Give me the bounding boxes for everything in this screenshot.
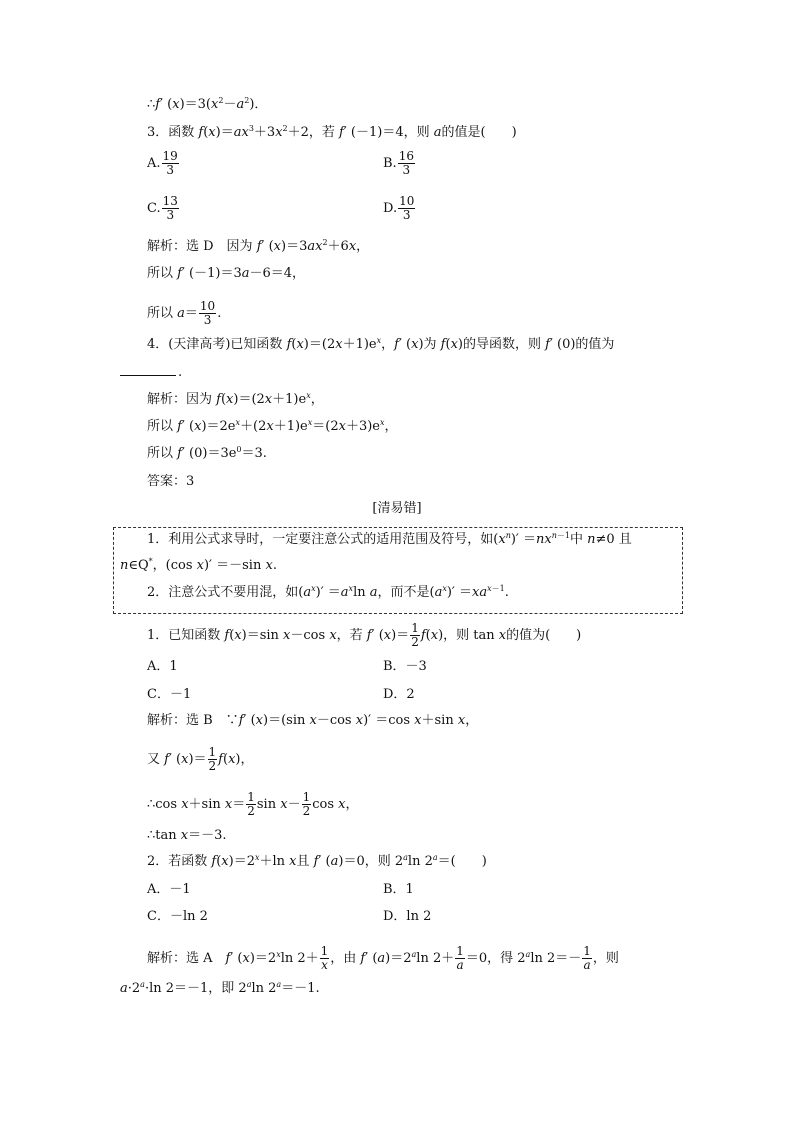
p1-solution-line-1: 解析：选 B ∵f′ (x)＝(sin x－cos x)′ ＝cos x＋sin x， <box>147 713 479 728</box>
p1-option-d: D．2 <box>383 687 415 702</box>
p1-solution-line-2: 又 f′ (x)＝ $\frac{1}{2}$ f(x)， <box>147 745 254 773</box>
q4-solution-line-1: 解析：因为 $f(x)=(2x+1)e^x$， <box>147 391 324 407</box>
p1-solution-line-3: ∴cos x＋sin x＝ $\frac{1}{2}$ sin x－ $\frac{1}{2}$ cos x， <box>147 790 359 818</box>
q4-answer: 答案：3 <box>147 474 195 489</box>
section-title: [清易错] <box>372 501 422 516</box>
problem-1: 1．已知函数 f(x)＝sin x－cos x，若 f′ (x)＝ $\frac{1}{2}$ f(x)，则 tan x的值为( ) <box>147 621 582 649</box>
q3-solution-line-1: 解析：选 D 因为 f′ $(x)=3ax^2+6x$， <box>147 238 370 254</box>
tip-2: 2．注意公式不要用混，如$(a^x)' =a^x\ln$ a，而不是$(a^x)' =xa^{x-1}$. <box>147 584 509 600</box>
p2-option-a: A．－1 <box>147 882 191 897</box>
q3-solution-line-3: 所以 a＝ $\frac{10}{3}$ . <box>147 299 222 327</box>
problem-2: 2．若函数 $f(x)=2^x+\ln$ x且 f′ (a)＝0，则 2$^a$ln $2^a=$( ) <box>147 853 487 869</box>
option-c: C. $\frac{13}{3}$ <box>147 194 178 222</box>
p1-option-a: A．1 <box>147 659 178 674</box>
option-b: B. $\frac{16}{3}$ <box>383 149 414 177</box>
line-conclusion: ∴f′ $(x)=3(x^2-a^2)$． <box>147 96 268 112</box>
p1-solution-line-4: ∴tan x＝－3. <box>147 828 227 843</box>
p1-option-c: C．－1 <box>147 687 192 702</box>
p1-option-b: B．－3 <box>383 659 427 674</box>
p2-option-c: C．－ln 2 <box>147 909 208 924</box>
question-3: 3．函数 $f(x)=ax^3+3x^2+2$，若 f′ (－1)＝4，则 a的值是( ) <box>147 124 517 140</box>
question-4: 4．(天津高考)已知函数 $f(x)=(2x+1)e^x$，f′ (x)为 f(x)的导函数，则 f′ (0)的值为 <box>147 336 615 352</box>
p2-option-d: D．ln 2 <box>383 909 432 924</box>
tip-1-line-1: 1．利用公式求导时，一定要注意公式的适用范围及符号，如$(x^n)' =nx^{n-1}$中 n≠0 且 <box>147 531 632 547</box>
q4-solution-line-2: 所以 f′ $(x)=2e^x+(2x+1)e^x=(2x+3)e^x$， <box>147 418 398 434</box>
p2-solution-line-2: $a\cdot 2^a\cdot\ln$ 2＝－1，即 2$^a$ln $2^a=-1$. <box>120 980 320 996</box>
tip-1-line-2: n∈Q*，(cos x)′ ＝－sin x. <box>120 557 277 573</box>
p2-option-b: B．1 <box>383 882 414 897</box>
q3-solution-line-2: 所以 f′ (－1)＝3a－6＝4， <box>147 266 306 281</box>
option-a: A. $\frac{19}{3}$ <box>147 149 178 177</box>
p2-solution-line-1: 解析：选 A f′ $(x)=2^x\ln$ 2＋ $\frac{1}{x}$ ，由 f′ $(a)=2^a\ln$ 2＋ $\frac{1}{a}$ ＝0，得 2$^a$ln 2＝－ $\frac{1}{a}$ ，则 <box>147 944 619 972</box>
q4-answer-blank: . <box>120 363 182 382</box>
q4-solution-line-3: 所以 f′ $(0)=3e^0=3$. <box>147 445 267 461</box>
option-d: D. $\frac{10}{3}$ <box>383 194 415 222</box>
